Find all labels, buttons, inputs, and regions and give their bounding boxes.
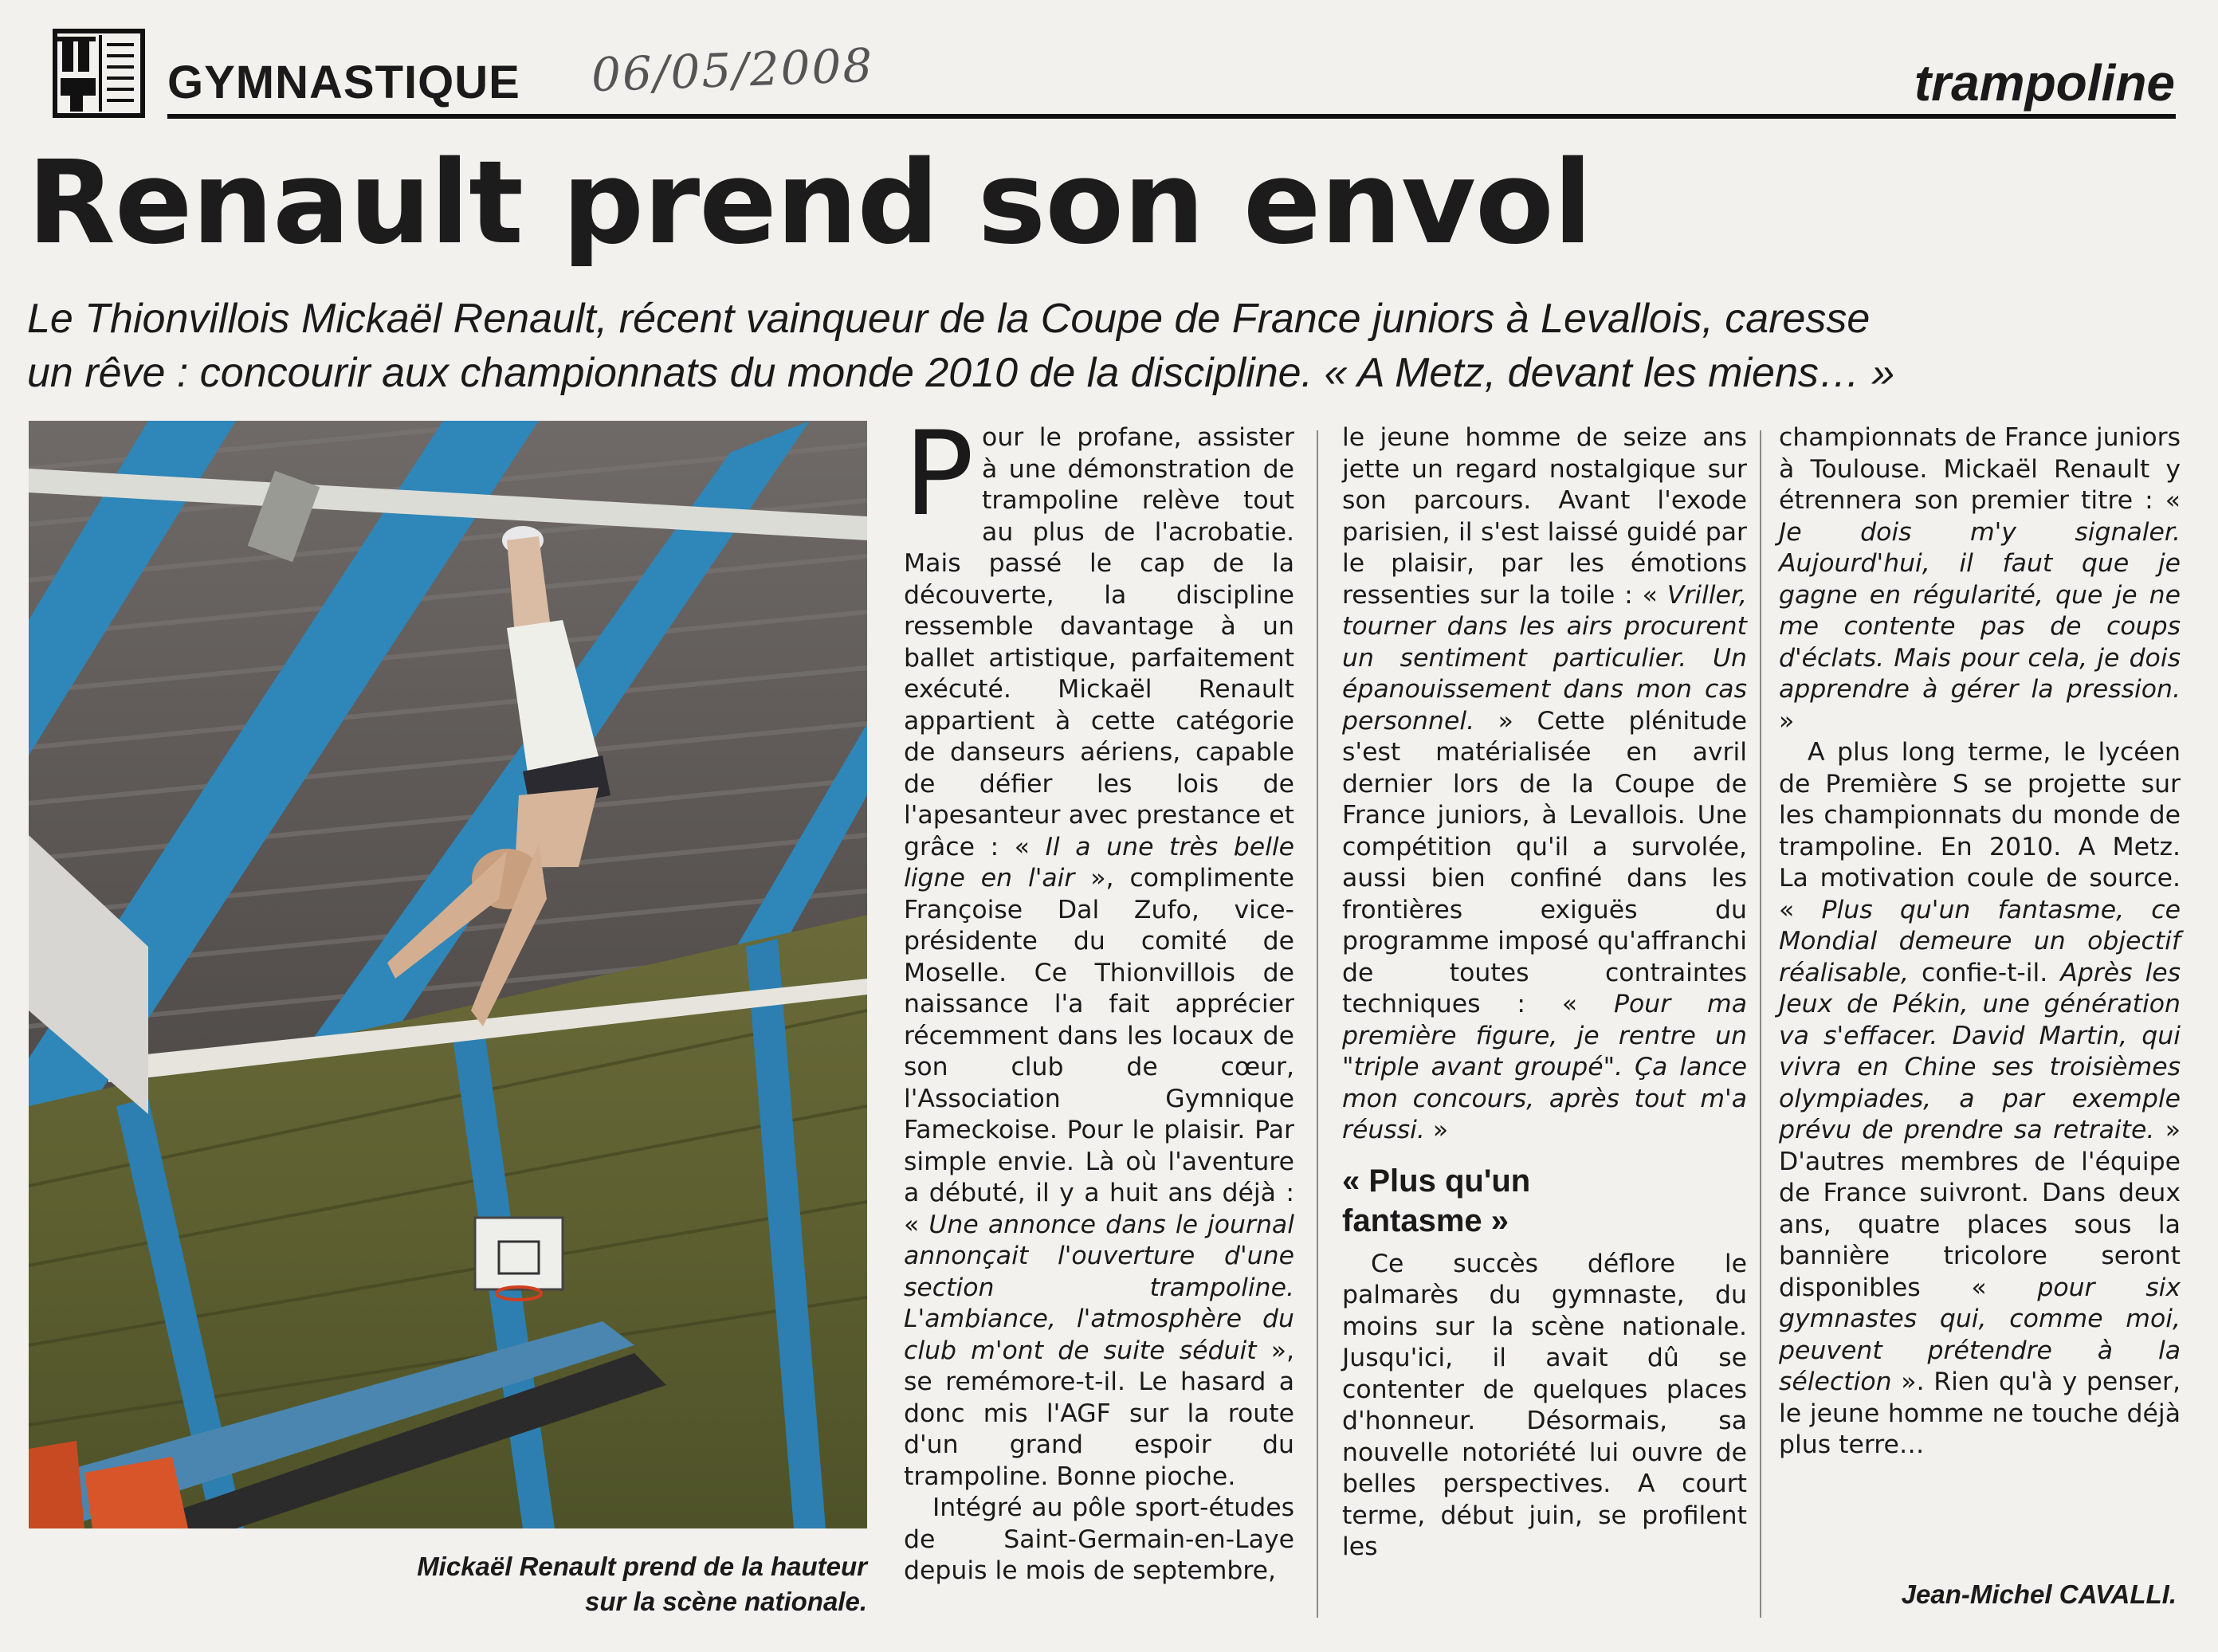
paragraph: le jeune homme de seize ans jette un regard nostalgique sur son parcours. Avant l'exode parisien, il s'est laissé guidé par le plaisir, par les émotions ressenties sur la toile : « Vriller, tourner dans les airs procurent un sentiment particulier. Un épanouissement dans mon cas personnel. » Cette plénitude s'est matérialisée en avril dernier lors de la Coupe de France juniors, à Levallois. Une compétition qu'il a survolée, aussi bien confiné dans les frontières exiguës du programme imposé qu'affranchi de toutes contraintes techniques : « Pour ma première figure, je rentre un "triple avant groupé". Ça lance mon concours, après tout m'a réussi. »: [1342, 423, 1747, 1144]
rubric-logo: [53, 29, 145, 118]
drop-cap: P: [904, 406, 975, 542]
photo-caption: [29, 1549, 867, 1619]
paragraph: Pour le profane, assister à une démonstration de trampoline relève tout au plus de l'acrobatie. Mais passé le cap de la découverte, la discipline ressemble davantage à un ballet artistique, parfaitement exécuté. Mickaël Renault appartient à cette catégorie de danseurs aériens, capable de défier les lois de l'apesanteur avec prestance et grâce : « Il a une très belle ligne en l'air », complimente Françoise Dal Zufo, vice-présidente du comité de Moselle. Ce Thionvillois de naissance l'a fait apprécier récemment dans les locaux de son club de cœur, l'Association Gymnique Fameckoise. Pour le plaisir. Par simple envie. Là où l'aventure a débuté, il y a huit ans déjà : « Une annonce dans le journal annonçait l'ouverture d'une section trampoline. L'ambiance, l'atmosphère du club m'ont de suite séduit », se remémore-t-il. Le hasard a donc mis l'AGF sur la route d'un grand espoir du trampoline. Bonne pioche.: [904, 406, 1295, 1491]
handwritten-date: 06/05/2008: [590, 37, 875, 103]
section-tag: trampoline: [1914, 54, 2175, 112]
paragraph: Intégré au pôle sport-études de Saint-Germain-en-Laye depuis le mois de septembre,: [904, 1493, 1294, 1585]
paragraph: championnats de France juniors à Toulouse. Mickaël Renault y étrennera son premier titre : « Je dois m'y signaler. Aujourd'hui, il faut que je gagne en régularité, que je ne me contente pas de coups d'éclats. Mais pour cela, je dois apprendre à gérer la pression. »: [1779, 423, 2181, 736]
header-rule: [167, 114, 2176, 119]
standfirst-line: Le Thionvillois Mickaël Renault, récent vainqueur de la Coupe de France juniors à Levallois, caresse: [27, 296, 1871, 342]
subheading: « Plus qu'un fantasme »: [1342, 1163, 1531, 1238]
article-column-3: [1779, 422, 2181, 1462]
rubric-title: GYMNASTIQUE: [167, 57, 520, 108]
column-rule: [1317, 430, 1318, 1618]
article-column-1: [904, 406, 1295, 1587]
standfirst-line: un rêve : concourir aux championnats du monde 2010 de la discipline. « A Metz, devant les miens… »: [27, 350, 1895, 396]
caption-line: sur la scène nationale.: [585, 1587, 867, 1616]
paragraph: A plus long terme, le lycéen de Première S se projette sur les championnats du monde de trampoline. En 2010. A Metz. La motivation coule de source. « Plus qu'un fantasme, ce Mondial demeure un objectif réalisable, confie-t-il. Après les Jeux de Pékin, une génération va s'effacer. David Martin, qui vivra en Chine ses troisièmes olympiades, a par exemple prévu de prendre sa retraite. » D'autres membres de l'équipe de France suivront. Dans deux ans, quatre places sous la bannière tricolore seront disponibles « pour six gymnastes qui, comme moi, peuvent prétendre à la sélection ». Rien qu'à y penser, le jeune homme ne touche déjà plus terre…: [1779, 738, 2181, 1459]
standfirst: [27, 292, 2067, 400]
paragraph: Ce succès déflore le palmarès du gymnaste, du moins sur la scène nationale. Jusqu'ici, il avait dû se contenter de quelques places d'honneur. Désormais, sa nouvelle notoriété lui ouvre de belles perspectives. A court terme, début juin, se profilent les: [1342, 1249, 1747, 1561]
column-rule: [1760, 430, 1761, 1618]
byline: Jean-Michel CAVALLI.: [1901, 1579, 2177, 1609]
gymnastics-bars-icon: [57, 33, 140, 113]
article-column-2: [1342, 422, 1747, 1564]
caption-line: Mickaël Renault prend de la hauteur: [417, 1552, 867, 1581]
headline: Renault prend son envol: [27, 135, 1592, 269]
trampoline-photo: [29, 421, 867, 1528]
